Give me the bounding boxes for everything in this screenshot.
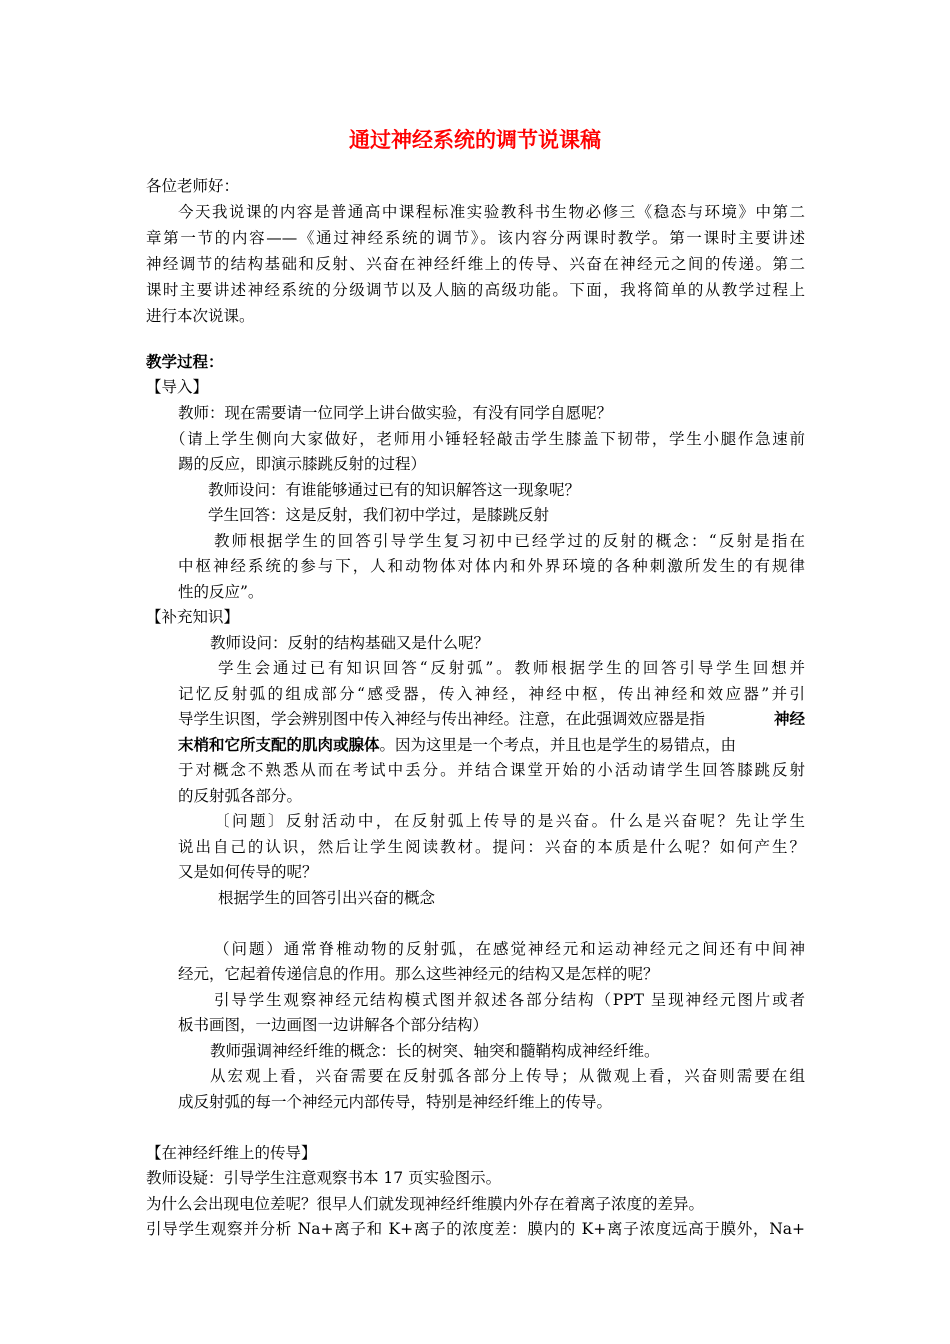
- daoru-note: 踢的反应，即演示膝跳反射的过程）: [178, 455, 427, 473]
- daoru-note: （请上学生侧向大家做好，老师用小锤轻轻敲击学生膝盖下韧带，学生小腿作急速前: [170, 430, 805, 448]
- macro-para: 从宏观上看，兴奋需要在反射弧各部分上传导；从微观上看，兴奋则需要在组: [210, 1067, 805, 1085]
- fiber-concept: 教师强调神经纤维的概念：长的树突、轴突和髓鞘构成神经纤维。: [210, 1042, 660, 1060]
- intro-line: 今天我说课的内容是普通高中课程标准实验教科书生物必修三《稳态与环境》中第二: [178, 203, 805, 221]
- question-para: 经元，它起着传递信息的作用。那么这些神经元的结构又是怎样的呢？: [178, 965, 659, 983]
- macro-para: 成反射弧的每一个神经元内部传导，特别是神经纤维上的传导。: [178, 1093, 613, 1111]
- excitation-concept: 根据学生的回答引出兴奋的概念: [218, 889, 436, 907]
- daoru-guide: 性的反应”。: [178, 583, 264, 601]
- section-heading-buchong: 【补充知识】: [146, 608, 240, 626]
- intro-line: 进行本次说课。: [146, 307, 255, 325]
- buchong-para-text: 导学生识图，学会辨别图中传入神经与传出神经。注意，在此强调效应器是指: [178, 710, 706, 728]
- daoru-answer: 学生回答：这是反射，我们初中学过，是膝跳反射: [208, 506, 550, 524]
- buchong-para-text: 。因为这里是一个考点，并且也是学生的易错点，由: [379, 736, 737, 754]
- question-para: （问题）通常脊椎动物的反射弧，在感觉神经元和运动神经元之间还有中间神: [214, 940, 805, 958]
- buchong-para: 记忆反射弧的组成部分“感受器，传入神经，神经中枢，传出神经和效应器”并引: [178, 685, 805, 703]
- question-para: 又是如何传导的呢？: [178, 863, 318, 881]
- section-heading-chuandao: 【在神经纤维上的传导】: [146, 1144, 317, 1162]
- buchong-para: 于对概念不熟悉从而在考试中丢分。并结合课堂开始的小活动请学生回答膝跳反射: [178, 761, 805, 779]
- buchong-para-emphasis: 神经: [773, 709, 805, 728]
- greeting: 各位老师好：: [146, 177, 240, 195]
- daoru-guide: 中枢神经系统的参与下，人和动物体对体内和外界环境的各种刺激所发生的有规律: [178, 557, 805, 575]
- buchong-para: 的反射弧各部分。: [178, 787, 303, 805]
- buchong-para-mixed: [178, 709, 805, 729]
- daoru-guide: 教师根据学生的回答引导学生复习初中已经学过的反射的概念：“反射是指在: [214, 532, 805, 550]
- document-title: 通过神经系统的调节说课稿: [349, 128, 601, 152]
- intro-line: 课时主要讲述神经系统的分级调节以及人脑的高级功能。下面，我将简单的从教学过程上: [146, 281, 805, 299]
- daoru-teacher: 教师：现在需要请一位同学上讲台做实验，有没有同学自愿呢？: [178, 404, 613, 422]
- buchong-ask: 教师设问：反射的结构基础又是什么呢？: [210, 634, 490, 652]
- section-heading-daoru: 【导入】: [146, 378, 209, 396]
- buchong-para-mixed: [178, 735, 805, 755]
- daoru-ask: 教师设问：有谁能够通过已有的知识解答这一现象呢？: [208, 481, 581, 499]
- question-para: 〔问题〕反射活动中，在反射弧上传导的是兴奋。什么是兴奋呢？先让学生: [214, 812, 805, 830]
- intro-line: 神经调节的结构基础和反射、兴奋在神经纤维上的传导、兴奋在神经元之间的传递。第二: [146, 255, 805, 273]
- guide-para: 引导学生观察神经元结构模式图并叙述各部分结构（PPT 呈现神经元图片或者: [214, 991, 805, 1009]
- chuandao-line: 为什么会出现电位差呢？很早人们就发现神经纤维膜内外存在着离子浓度的差异。: [146, 1195, 705, 1213]
- buchong-para-emphasis: 末梢和它所支配的肌肉或腺体: [178, 735, 380, 754]
- intro-line: 章第一节的内容——《通过神经系统的调节》。该内容分两课时教学。第一课时主要讲述: [146, 229, 805, 247]
- chuandao-line: 引导学生观察并分析 Na+离子和 K+离子的浓度差：膜内的 K+离子浓度远高于膜外，Na+: [146, 1220, 805, 1238]
- buchong-para: 学生会通过已有知识回答“反射弧”。教师根据学生的回答引导学生回想并: [218, 659, 805, 677]
- chuandao-line: 教师设疑：引导学生注意观察书本 17 页实验图示。: [146, 1169, 502, 1187]
- question-para: 说出自己的认识，然后让学生阅读教材。提问：兴奋的本质是什么呢？如何产生？: [178, 838, 805, 856]
- process-heading: 教学过程：: [146, 352, 224, 371]
- guide-para: 板书画图，一边画图一边讲解各个部分结构）: [178, 1016, 489, 1034]
